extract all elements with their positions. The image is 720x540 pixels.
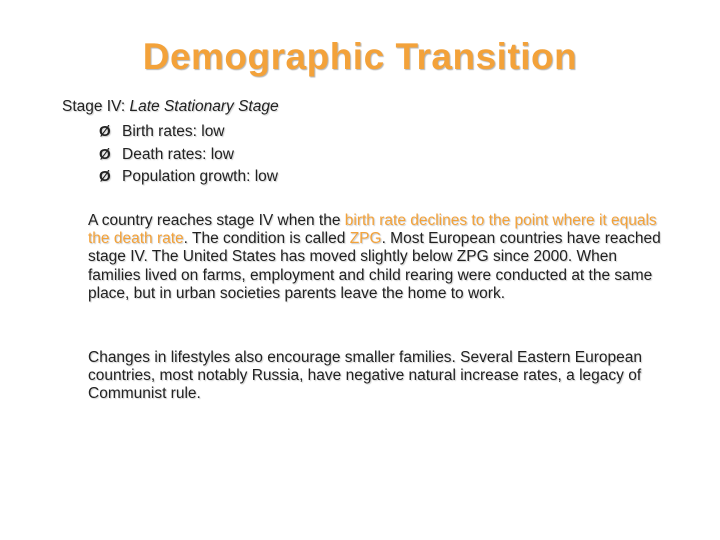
arrow-bullet-icon: Ø	[99, 168, 111, 185]
bullet-item-birth-rates	[99, 121, 278, 144]
bullet-text: Death rates: low	[122, 145, 234, 163]
paragraph-lifestyles: Changes in lifestyles also encourage smaller families. Several Eastern European countries, most notably Russia, have negative natural increase rates, a legacy of Communist rule.	[88, 349, 642, 403]
arrow-bullet-icon: Ø	[99, 123, 111, 140]
stage-name: Late Stationary Stage	[129, 98, 279, 115]
arrow-bullet-icon: Ø	[99, 145, 111, 163]
bullet-list	[99, 121, 278, 189]
bullet-text: Population growth: low	[122, 168, 278, 185]
paragraph-text: A country reaches stage IV when the	[88, 212, 345, 229]
paragraph-text: . The condition is called	[183, 230, 350, 248]
bullet-item-death-rates	[99, 144, 278, 167]
slide-title: Demographic Transition	[142, 36, 578, 77]
bullet-item-population-growth	[99, 166, 278, 189]
paragraph-stage-iv	[88, 212, 668, 303]
highlight-birth-death-rate: birth rate declines to the point where it equals the death rate	[88, 212, 657, 248]
paragraph-text: . Most European countries have reached stage IV. The United States has moved slightly below ZPG since 2000. When families lived on farms, employment and child rearing were conducted at the same place, but in urban societies parents leave the home to work.	[88, 230, 661, 302]
bullet-text: Birth rates: low	[122, 123, 225, 140]
stage-label: Stage IV:	[62, 98, 130, 115]
stage-heading	[62, 98, 279, 116]
highlight-zpg: ZPG	[349, 230, 382, 248]
